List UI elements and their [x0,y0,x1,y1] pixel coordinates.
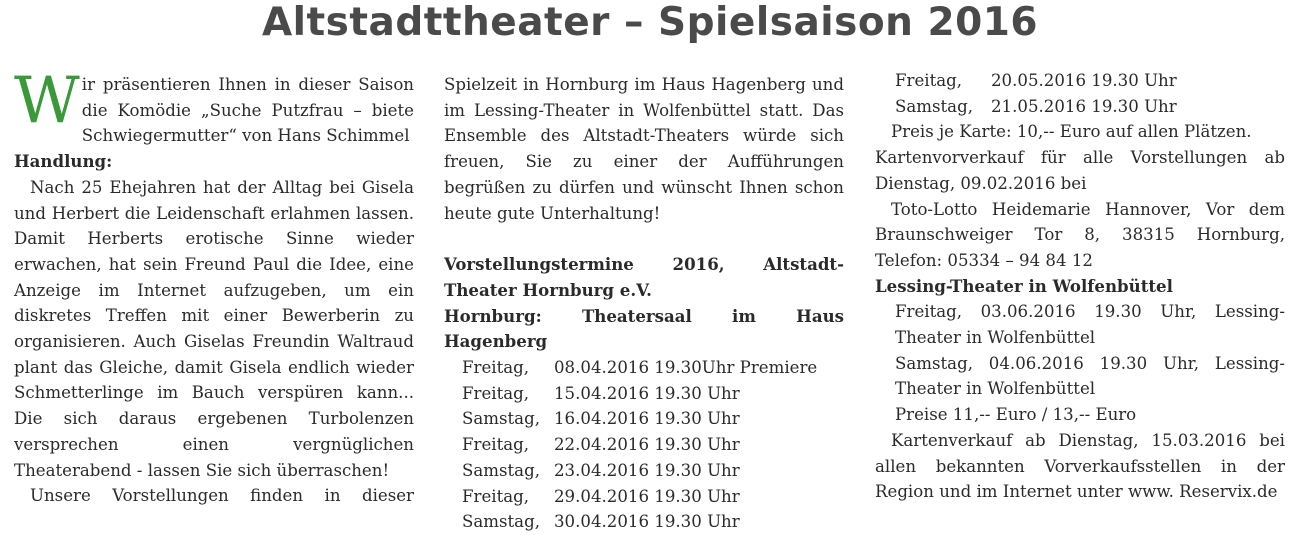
date-row [444,458,844,484]
presale-text: Kartenvorverkauf für alle Vorstellungen ab Dienstag, 09.02.2016 bei [875,148,1285,193]
presale-location: Toto-Lotto Heidemarie Hannover, Vor dem Braunschweiger Tor 8, 38315 Hornburg, Telefon: 05334 – 94 84 12 [875,199,1285,270]
closing-paragraph-start: Unsere Vorstellungen finden in dieser [30,486,414,506]
hornburg-heading: Hornburg: Theatersaal im Haus Hagenberg [444,305,844,352]
lessing-prices: Preise 11,-- Euro / 13,-- Euro [895,405,1137,425]
date-row [444,406,844,432]
ticket-sale-text: Kartenverkauf ab Dienstag, 15.03.2016 bei allen bekannten Vorverkaufsstellen in der Region und im Internet unter www. Reservix.de [875,430,1285,502]
date-day: Samstag, [462,460,540,480]
lessing-heading: Lessing-Theater in Wolfenbüttel [875,275,1173,296]
date-day: Samstag, [462,512,540,532]
date-row [444,381,844,407]
date-row [444,509,844,535]
date-day: Freitag, [462,358,530,378]
date-day: Freitag, [895,71,963,90]
price-text: Preis je Karte: 10,-- Euro auf allen Plätzen. [891,122,1252,142]
date-day: Samstag, [895,96,973,116]
date-when: 21.05.2016 19.30 Uhr [991,96,1177,116]
column-3 [875,72,1285,505]
handlung-heading: Handlung: [14,151,113,172]
date-when: 08.04.2016 19.30Uhr Premiere [554,358,818,378]
spacer [444,226,844,252]
date-when: 23.04.2016 19.30 Uhr [554,460,740,480]
date-row [444,355,844,381]
intro-paragraph [14,64,414,149]
date-when: 15.04.2016 19.30 Uhr [554,383,740,403]
date-row [444,432,844,458]
date-day: Freitag, [462,435,530,455]
handlung-paragraph: Nach 25 Ehejahren hat der Alltag bei Gisela und Herbert die Leidenschaft erlahmen lassen. Damit Herberts erotische Sinne wieder erwachen, hat sein Freund Paul die Idee, eine Anzeige im Internet aufzugeben, um ein diskretes Treffen mit einer Bewerberin zu organisieren. Auch Giselas Freundin Waltraud plant das Gleiche, damit Gisela endlich wieder Schmetterlinge im Bauch verspüren kann... Die sich daraus ergebenen Turbolenzen versprechen einen vergnüglichen Theaterabend - lassen Sie sich überraschen! [14,177,414,480]
date-row [444,484,844,510]
lessing-date-1: Freitag, 03.06.2016 19.30 Uhr, Lessing-Theater in Wolfenbüttel [895,302,1285,348]
date-when: 20.05.2016 19.30 Uhr [991,71,1177,90]
date-when: 16.04.2016 19.30 Uhr [554,409,740,429]
lessing-date-2: Samstag, 04.06.2016 19.30 Uhr, Lessing-Theater in Wolfenbüttel [895,353,1285,399]
column-1 [14,64,414,509]
date-when: 29.04.2016 19.30 Uhr [554,486,740,506]
date-day: Samstag, [462,409,540,429]
intro-text: ir präsentieren Ihnen in dieser Saison die Komödie „Suche Putzfrau – biete Schwiegermutter“ von Hans Schimmel [81,75,414,146]
date-day: Freitag, [462,383,530,403]
continuation-paragraph: Spielzeit in Hornburg im Haus Hagenberg und im Lessing-Theater in Wolfenbüttel statt. Das Ensemble des Altstadt-Theaters würde sich freuen, Sie zu einer der Aufführungen begrüßen zu dürfen und wünscht Ihnen schon heute gute Unterhaltung! [444,75,844,223]
column-2 [444,72,844,535]
termine-heading: Vorstellungstermine 2016, Altstadt-Theater Hornburg e.V. [444,254,844,300]
date-when: 22.04.2016 19.30 Uhr [554,435,740,455]
date-list-hornburg [444,355,844,535]
date-list-hornburg-continued [875,68,1285,119]
article-headline: Altstadttheater – Spielsaison 2016 [261,0,1039,45]
date-day: Freitag, [462,486,530,506]
date-row [875,68,1285,94]
date-when: 30.04.2016 19.30 Uhr [554,512,740,532]
date-row [875,94,1285,120]
drop-cap: W [14,64,80,138]
